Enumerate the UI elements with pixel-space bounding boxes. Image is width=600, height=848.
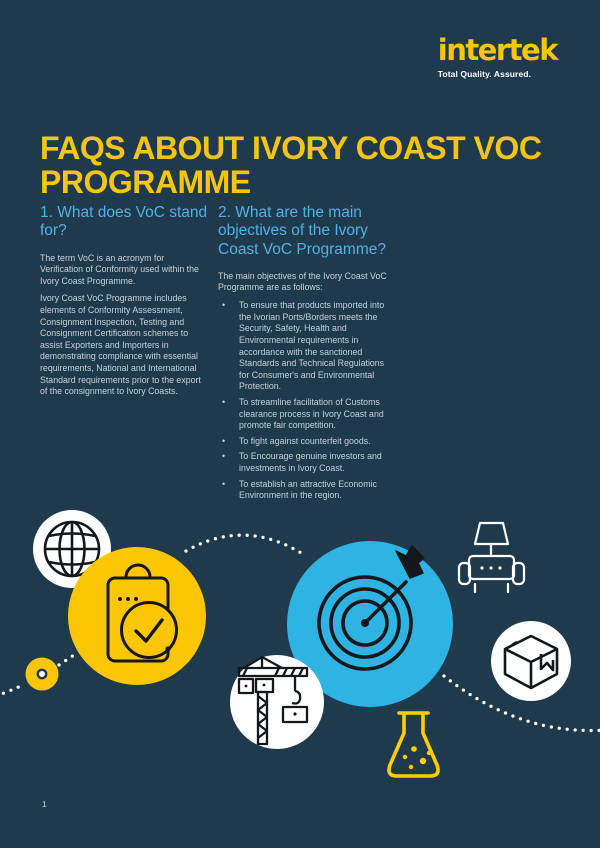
objective-item: • To ensure that products imported into the Ivorian Ports/Borders meets the Security, Safety, Health and Environmental requirements in accordance with the sanctioned Standards and Technical Regulations for Consumer's and Environmental Protection. bbox=[218, 300, 396, 393]
answer-1-paragraph: The term VoC is an acronym for Verification of Conformity used within the Ivory Coast Programme. bbox=[40, 252, 199, 286]
question-2-number: 2. bbox=[218, 204, 231, 221]
page-number: 1 bbox=[42, 799, 47, 809]
path-node-dot bbox=[26, 658, 59, 691]
objective-item: • To fight against counterfeit goods. bbox=[218, 436, 396, 448]
intertek-logo: intertek bbox=[437, 33, 557, 67]
question-1-number: 1. bbox=[40, 204, 53, 221]
objective-item: • To Encourage genuine investors and investments in Ivory Coast. bbox=[218, 451, 396, 474]
objective-item: • To establish an attractive Economic Environment in the region. bbox=[218, 479, 396, 502]
flask-icon bbox=[389, 713, 438, 776]
page-title: FAQS ABOUT IVORY COAST VOC PROGRAMME bbox=[40, 130, 542, 200]
clipboard-check-icon bbox=[68, 547, 206, 685]
objective-item: • To streamline facilitation of Customs clearance process in Ivory Coast and promote fair competition. bbox=[218, 397, 396, 432]
answer-2-intro: The main objectives of the Ivory Coast VoC Programme are as follows: bbox=[218, 270, 387, 293]
answer-1-paragraph: Ivory Coast VoC Programme includes elements of Conformity Assessment, Consignment Inspection, Testing and Consignment Certification schemes to assist Exporters and Importers in demonstrating compliance with essential requirements, National and International Standard requirements prior to the export of the consignment to Ivory Coasts. bbox=[40, 293, 201, 397]
brand-tagline: Total Quality. Assured. bbox=[437, 69, 532, 79]
crane-icon bbox=[230, 655, 324, 749]
question-2-text: What are the main objectives of the Ivory Coast VoC Programme? bbox=[218, 204, 386, 258]
package-box-icon bbox=[491, 621, 571, 701]
lamp-sofa-icon bbox=[459, 523, 524, 592]
question-1-text: What does VoC stand for? bbox=[40, 204, 208, 240]
